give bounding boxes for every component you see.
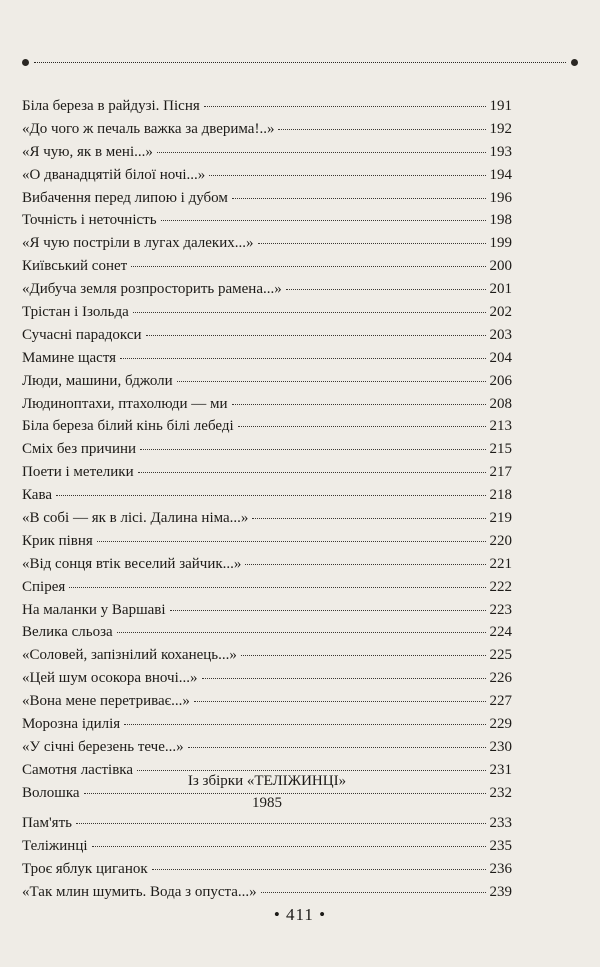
toc-entry-title: Вибачення перед липою і дубом <box>22 189 228 206</box>
toc-entry-page: 227 <box>489 693 512 710</box>
table-of-contents-section <box>22 812 512 904</box>
toc-entry-page: 206 <box>489 372 512 389</box>
toc-entry-page: 196 <box>489 189 512 206</box>
toc-entry <box>22 209 512 232</box>
dot-leader <box>238 426 486 427</box>
toc-entry-page: 226 <box>489 670 512 687</box>
toc-entry-title: Біла береза в райдузі. Пісня <box>22 98 200 114</box>
toc-entry-title: «Вона мене перетриває...» <box>22 693 190 710</box>
toc-entry-title: Трістан і Ізольда <box>22 304 129 321</box>
toc-entry-title: «Я чую постріли в лугах далеких...» <box>22 235 254 252</box>
toc-entry-title: «Від сонця втік веселий зайчик...» <box>22 555 242 572</box>
toc-entry-title: Точність і неточність <box>22 212 157 229</box>
dot-leader <box>56 495 485 496</box>
toc-entry-page: 217 <box>489 464 512 481</box>
toc-entry <box>22 667 512 690</box>
toc-entry-title: Пам'ять <box>22 815 72 831</box>
toc-entry-title: «Цей шум осокора вночі...» <box>22 670 198 687</box>
toc-entry-title: «Я чую, як в мені...» <box>22 143 153 160</box>
toc-entry-page: 231 <box>489 761 512 778</box>
dot-leader <box>252 518 485 519</box>
toc-entry-page: 201 <box>489 281 512 298</box>
table-of-contents <box>22 95 512 805</box>
dot-leader <box>170 610 486 611</box>
toc-entry <box>22 393 512 416</box>
dot-leader <box>204 106 486 107</box>
toc-entry-page: 232 <box>489 784 512 801</box>
toc-entry-page: 229 <box>489 716 512 733</box>
toc-entry-page: 215 <box>489 441 512 458</box>
toc-entry <box>22 713 512 736</box>
toc-entry <box>22 278 512 301</box>
toc-entry <box>22 438 512 461</box>
toc-entry <box>22 415 512 438</box>
toc-entry <box>22 599 512 622</box>
toc-entry-title: Троє яблук циганок <box>22 860 148 877</box>
toc-entry-page: 220 <box>489 532 512 549</box>
toc-entry <box>22 232 512 255</box>
toc-entry-page: 235 <box>489 837 512 854</box>
toc-entry-page: 198 <box>489 212 512 229</box>
dot-leader <box>124 724 485 725</box>
dot-leader <box>117 632 486 633</box>
toc-entry-page: 239 <box>489 883 512 900</box>
toc-entry-page: 200 <box>489 258 512 275</box>
toc-entry <box>22 347 512 370</box>
toc-entry <box>22 835 512 858</box>
dot-leader <box>258 243 486 244</box>
toc-entry-page: 193 <box>489 143 512 160</box>
toc-entry <box>22 644 512 667</box>
toc-entry-page: 222 <box>489 578 512 595</box>
toc-entry-title: На маланки у Варшаві <box>22 601 166 618</box>
toc-entry <box>22 370 512 393</box>
toc-entry-page: 204 <box>489 349 512 366</box>
toc-entry-page: 199 <box>489 235 512 252</box>
dot-leader <box>97 541 486 542</box>
dot-leader <box>245 564 485 565</box>
toc-entry-title: «До чого ж печаль важка за дверима!..» <box>22 120 275 137</box>
toc-entry-title: Поети і метелики <box>22 464 134 481</box>
toc-entry <box>22 255 512 278</box>
toc-entry <box>22 736 512 759</box>
dot-leader <box>278 129 485 130</box>
dot-leader <box>177 381 486 382</box>
toc-entry-page: 203 <box>489 326 512 343</box>
dot-leader <box>133 312 486 313</box>
rule-bullet-left <box>22 59 29 66</box>
dot-leader <box>286 289 486 290</box>
toc-entry-page: 223 <box>489 601 512 618</box>
toc-entry-title: «У січні березень тече...» <box>22 738 184 755</box>
dot-leader <box>188 747 486 748</box>
toc-entry-page: 191 <box>489 98 512 114</box>
dot-leader <box>209 175 485 176</box>
toc-entry-title: Морозна ідилія <box>22 716 121 733</box>
toc-entry <box>22 812 512 835</box>
toc-entry-title: Київський сонет <box>22 258 128 275</box>
dot-leader <box>138 472 486 473</box>
toc-entry <box>22 141 512 164</box>
toc-entry <box>22 187 512 210</box>
toc-entry <box>22 621 512 644</box>
dot-leader <box>261 892 486 893</box>
toc-entry-title: Сміх без причини <box>22 441 137 458</box>
toc-entry-title: Волошка <box>22 784 80 801</box>
toc-entry-title: «Дибуча земля розпросторить рамена...» <box>22 281 282 298</box>
toc-entry-page: 218 <box>489 487 512 504</box>
toc-entry-page: 224 <box>489 624 512 641</box>
toc-entry-page: 230 <box>489 738 512 755</box>
toc-entry-page: 194 <box>489 166 512 183</box>
toc-entry <box>22 576 512 599</box>
toc-entry-title: «В собі — як в лісі. Далина німа...» <box>22 510 249 527</box>
top-dotted-rule <box>22 58 578 68</box>
toc-entry <box>22 461 512 484</box>
dot-leader <box>131 266 485 267</box>
toc-entry-title: Теліжинці <box>22 837 88 854</box>
rule-bullet-right <box>571 59 578 66</box>
toc-entry-page: 221 <box>489 555 512 572</box>
dot-leader <box>69 587 485 588</box>
toc-entry-page: 225 <box>489 647 512 664</box>
toc-entry-page: 233 <box>489 815 512 831</box>
toc-entry-title: Сучасні парадокси <box>22 326 142 343</box>
toc-entry-page: 202 <box>489 304 512 321</box>
toc-entry-title: Крик півня <box>22 532 93 549</box>
toc-entry-title: «О дванадцятій білої ночі...» <box>22 166 206 183</box>
toc-entry <box>22 553 512 576</box>
toc-entry-page: 236 <box>489 860 512 877</box>
section-heading: Із збірки «ТЕЛІЖИНЦІ» <box>187 773 347 789</box>
toc-entry-title: Самотня ластівка <box>22 761 134 778</box>
toc-entry-title: Людиноптахи, птахолюди — ми <box>22 395 228 412</box>
dot-leader <box>76 823 486 824</box>
toc-entry <box>22 118 512 141</box>
toc-entry <box>22 507 512 530</box>
dot-leader <box>232 198 486 199</box>
toc-entry-title: Кава <box>22 487 53 504</box>
toc-entry <box>22 858 512 881</box>
dot-leader <box>152 869 486 870</box>
dot-leader <box>157 152 486 153</box>
toc-entry <box>22 484 512 507</box>
dot-leader <box>232 404 486 405</box>
toc-entry <box>22 95 512 118</box>
toc-entry-title: «Так млин шумить. Вода з опуста...» <box>22 883 257 900</box>
toc-entry-title: «Соловей, запізнілий коханець...» <box>22 647 237 664</box>
toc-entry-title: Люди, машини, бджоли <box>22 372 173 389</box>
toc-entry <box>22 164 512 187</box>
toc-entry-title: Велика сльоза <box>22 624 113 641</box>
page-number: • 411 • <box>273 905 327 924</box>
dot-leader <box>92 846 486 847</box>
toc-entry-title: Спірея <box>22 578 66 595</box>
dot-leader <box>120 358 485 359</box>
dot-leader <box>241 655 486 656</box>
toc-entry-page: 219 <box>489 510 512 527</box>
toc-entry <box>22 324 512 347</box>
toc-entry <box>22 301 512 324</box>
section-year: 1985 <box>252 795 282 811</box>
toc-entry-title: Біла береза білий кінь білі лебеді <box>22 418 234 435</box>
rule-dots <box>34 62 566 63</box>
dot-leader <box>202 678 486 679</box>
toc-entry <box>22 690 512 713</box>
dot-leader <box>140 449 485 450</box>
toc-entry <box>22 881 512 904</box>
dot-leader <box>194 701 486 702</box>
toc-entry-page: 213 <box>489 418 512 435</box>
toc-entry-page: 192 <box>489 120 512 137</box>
dot-leader <box>161 220 486 221</box>
toc-entry <box>22 530 512 553</box>
toc-entry-title: Мамине щастя <box>22 349 117 366</box>
dot-leader <box>146 335 486 336</box>
toc-entry-page: 208 <box>489 395 512 412</box>
